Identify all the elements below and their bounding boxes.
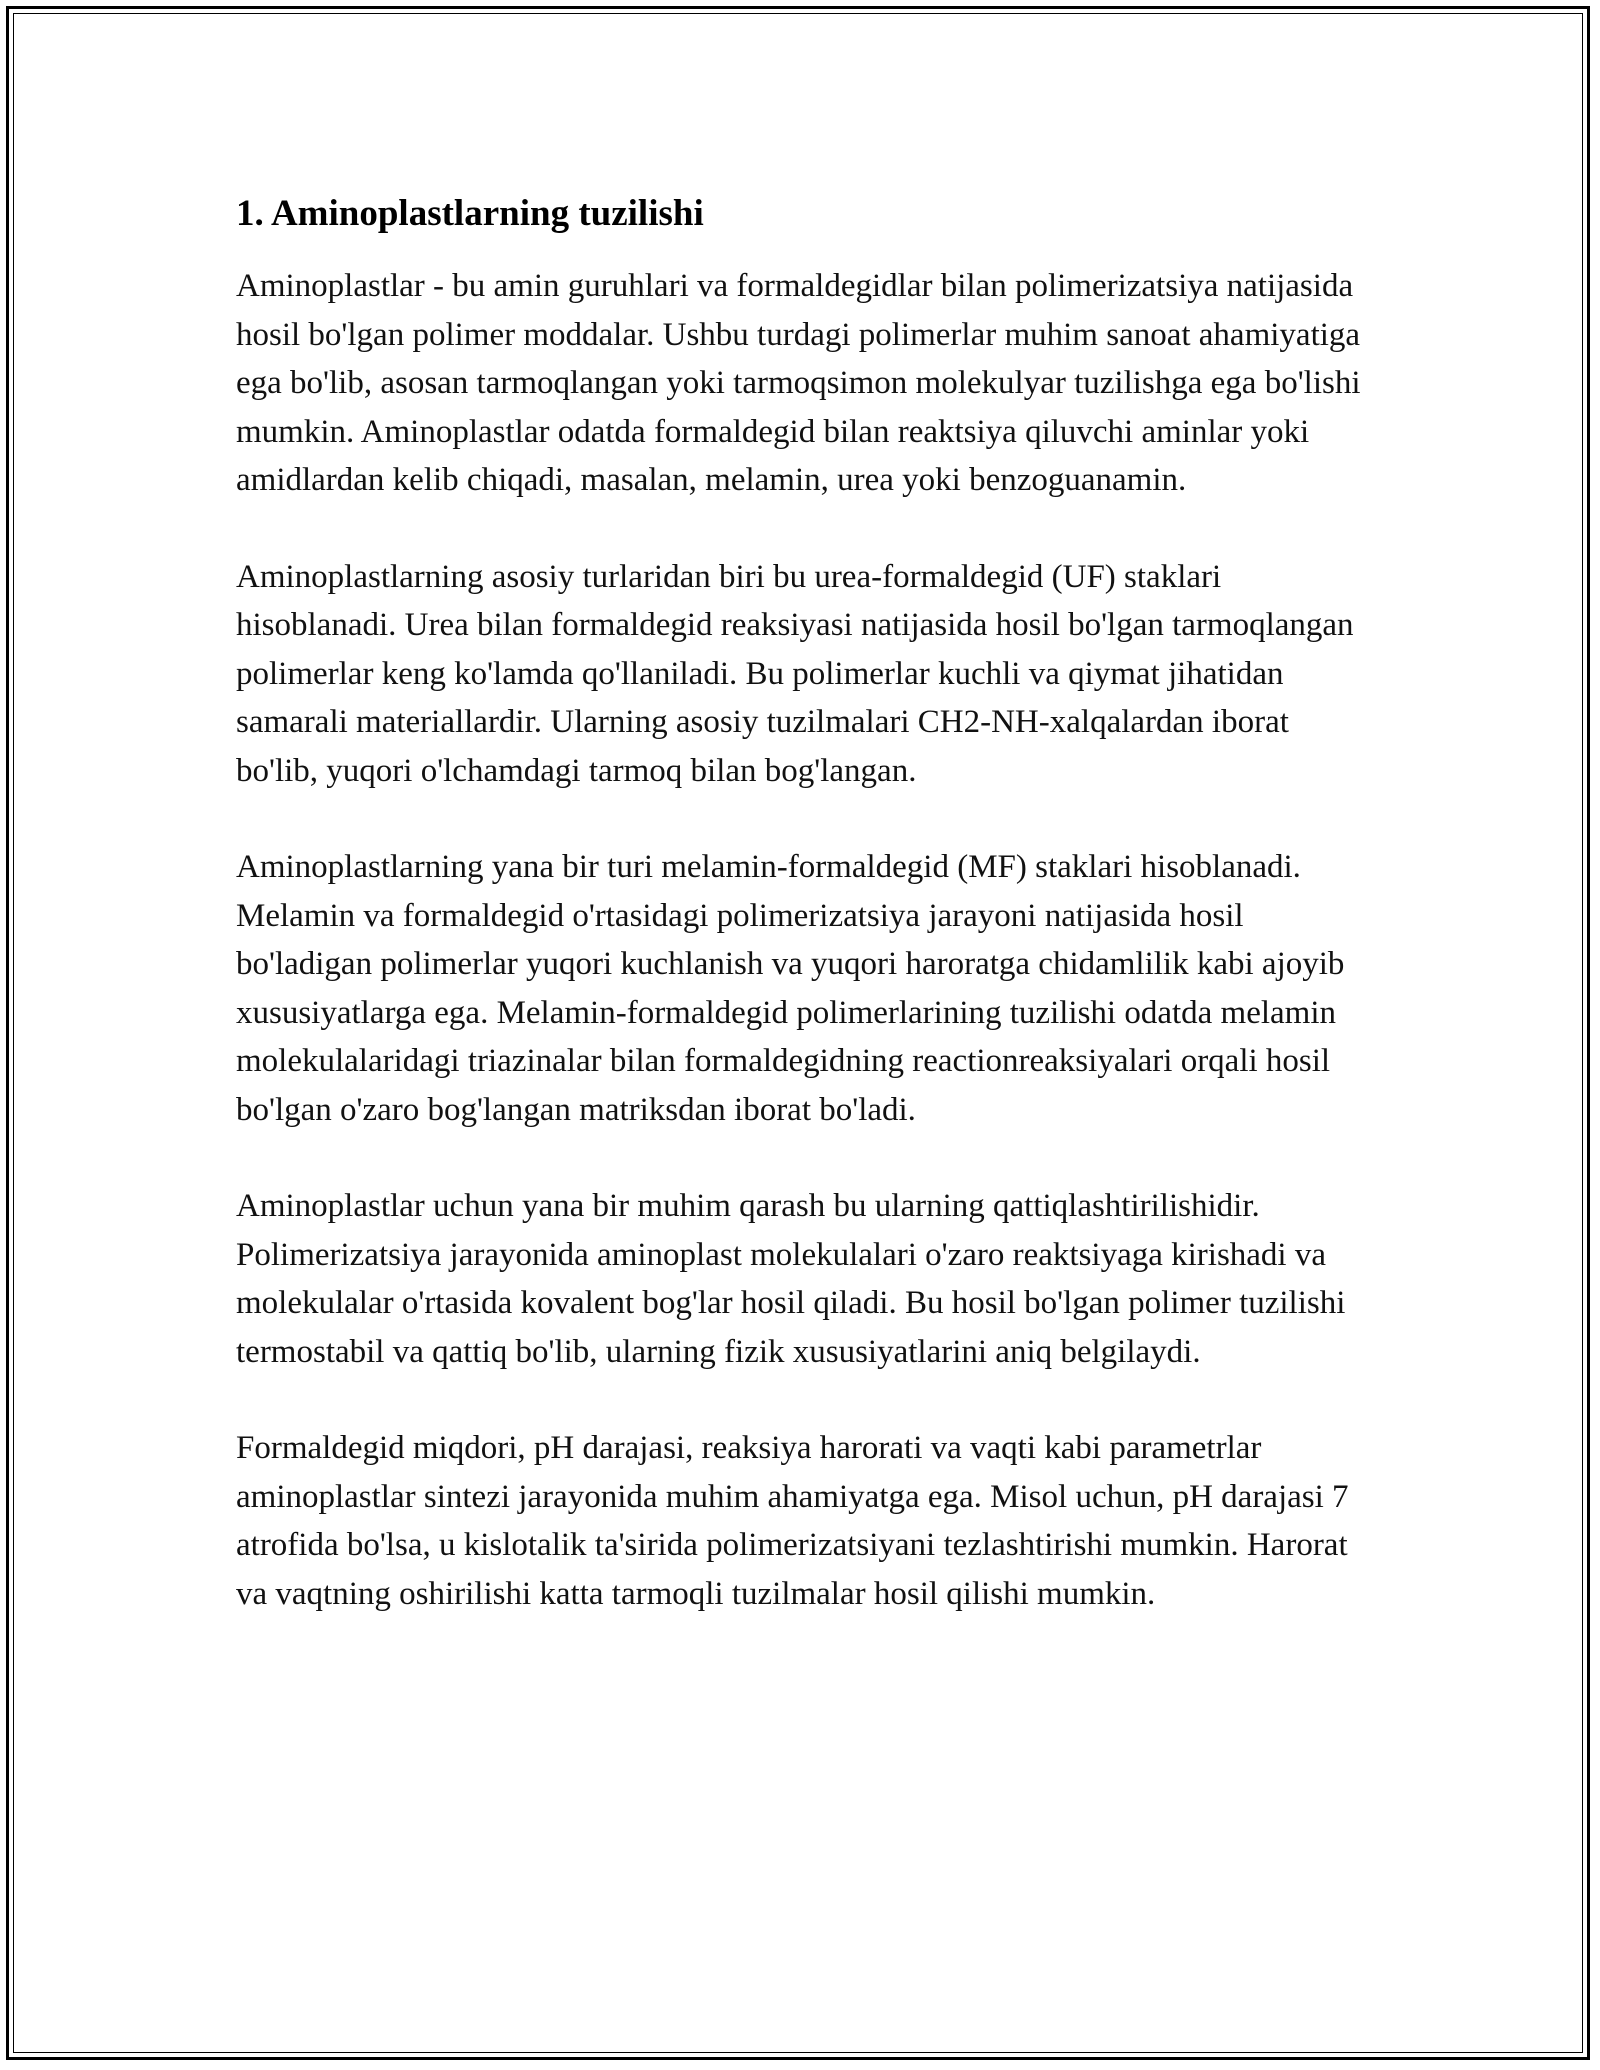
section-heading: 1. Aminoplastlarning tuzilishi xyxy=(236,193,704,234)
document-body xyxy=(236,188,1376,1666)
paragraph-curing: Aminoplastlar uchun yana bir muhim qarash bu ularning qattiqlashtirilishidir. Polimerizatsiya jarayonida aminoplast molekulalari o'zaro reaktsiyaga kirishadi va molekulalar o'rtasida kovalent bog'lar hosil qiladi. Bu hosil bo'lgan polimer tuzilishi termostabil va qattiq bo'lib, ularning fizik xususiyatlarini aniq belgilaydi. xyxy=(236,1188,1346,1370)
paragraph-intro: Aminoplastlar - bu amin guruhlari va formaldegidlar bilan polimerizatsiya natijasida hosil bo'lgan polimer moddalar. Ushbu turdagi polimerlar muhim sanoat ahamiyatiga ega bo'lib, asosan tarmoqlangan yoki tarmoqsimon molekulyar tuzilishga ega bo'lishi mumkin. Aminoplastlar odatda formaldegid bilan reaktsiya qiluvchi aminlar yoki amidlardan kelib chiqadi, masalan, melamin, urea yoki benzoguanamin. xyxy=(236,268,1361,498)
paragraph-parameters: Formaldegid miqdori, pH darajasi, reaksiya harorati va vaqti kabi parametrlar aminoplastlar sintezi jarayonida muhim ahamiyatga ega. Misol uchun, pH darajasi 7 atrofida bo'lsa, u kislotalik ta'sirida polimerizatsiyani tezlashtirishi mumkin. Harorat va vaqtning oshirilishi katta tarmoqli tuzilmalar hosil qilishi mumkin. xyxy=(236,1430,1349,1612)
paragraph-melamine-formaldehyde: Aminoplastlarning yana bir turi melamin-formaldegid (MF) staklari hisoblanadi. Melamin va formaldegid o'rtasidagi polimerizatsiya jarayoni natijasida hosil bo'ladigan polimerlar yuqori kuchlanish va yuqori haroratga chidamlilik kabi ajoyib xususiyatlarga ega. Melamin-formaldegid polimerlarining tuzilishi odatda melamin molekulalaridagi triazinalar bilan formaldegidning reactionreaksiyalari orqali hosil bo'lgan o'zaro bog'langan matriksdan iborat bo'ladi. xyxy=(236,849,1345,1128)
paragraph-urea-formaldehyde: Aminoplastlarning asosiy turlaridan biri bu urea-formaldegid (UF) staklari hisoblanadi. Urea bilan formaldegid reaksiyasi natijasida hosil bo'lgan tarmoqlangan polimerlar keng ko'lamda qo'llaniladi. Bu polimerlar kuchli va qiymat jihatidan samarali materiallardir. Ularning asosiy tuzilmalari CH2-NH-xalqalardan iborat bo'lib, yuqori o'lchamdagi tarmoq bilan bog'langan. xyxy=(236,558,1354,789)
